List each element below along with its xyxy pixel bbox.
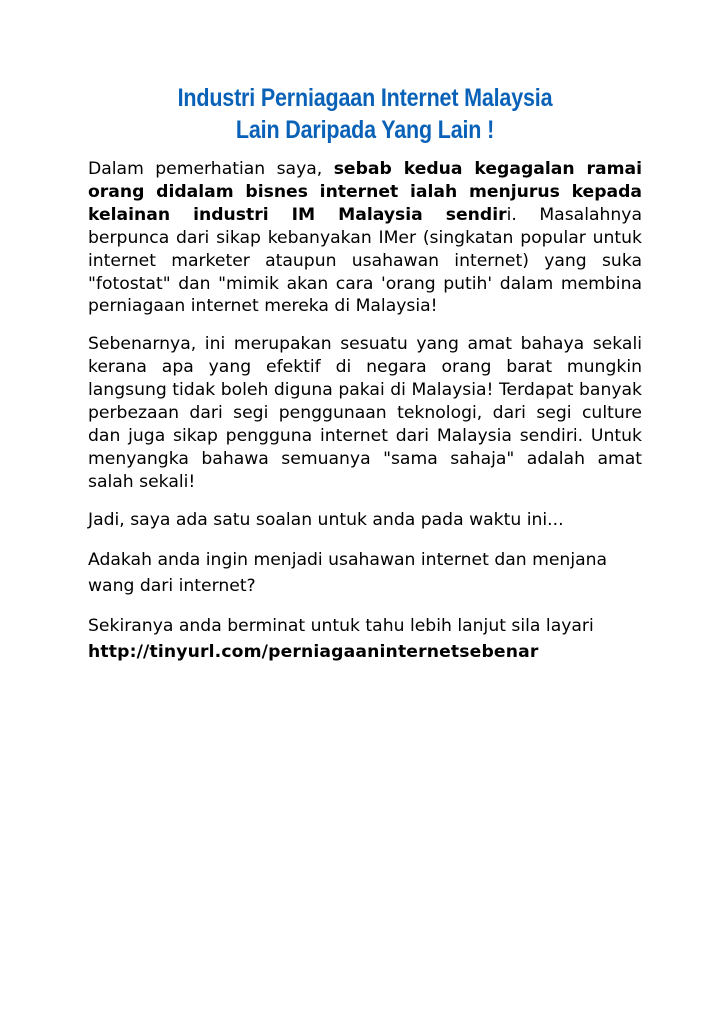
paragraph-5 <box>88 613 642 665</box>
document-title <box>88 82 642 146</box>
tinyurl-link[interactable]: http://tinyurl.com/perniagaaninternetsebenar <box>88 641 539 662</box>
paragraph-3: Jadi, saya ada satu soalan untuk anda pada waktu ini... <box>88 509 564 530</box>
paragraph-5-text: Sekiranya anda berminat untuk tahu lebih lanjut sila layari <box>88 615 594 636</box>
title-line-2: Lain Daripada Yang Lain ! <box>235 116 495 144</box>
document-page <box>88 82 642 679</box>
paragraph-1 <box>88 158 642 318</box>
paragraph-1-intro: Dalam pemerhatian saya, <box>88 159 334 179</box>
title-line-1: Industri Perniagaan Internet Malaysia <box>177 84 553 112</box>
paragraph-2: Sebenarnya, ini merupakan sesuatu yang amat bahaya sekali kerana apa yang efektif di negara orang barat mungkin langsung tidak boleh diguna pakai di Malaysia! Terdapat banyak perbezaan dari segi penggunaan teknologi, dari segi culture dan juga sikap pengguna internet dari Malaysia sendiri. Untuk menyangka bahawa semuanya "sama sahaja" adalah amat salah sekali! <box>88 334 642 492</box>
paragraph-1-bold: sebab kedua kegagalan ramai orang didalam bisnes internet ialah menjurus kepada kelainan industri IM Malaysia sendir <box>88 159 643 225</box>
paragraph-1-rest: i. Masalahnya berpunca dari sikap kebanyakan IMer (singkatan popular untuk internet marketer ataupun usahawan internet) yang suka "fotostat" dan "mimik akan cara 'orang putih' dalam membina perniagaan internet mereka di Malaysia! <box>88 204 642 317</box>
paragraph-4: Adakah anda ingin menjadi usahawan internet dan menjana wang dari internet? <box>88 549 608 596</box>
